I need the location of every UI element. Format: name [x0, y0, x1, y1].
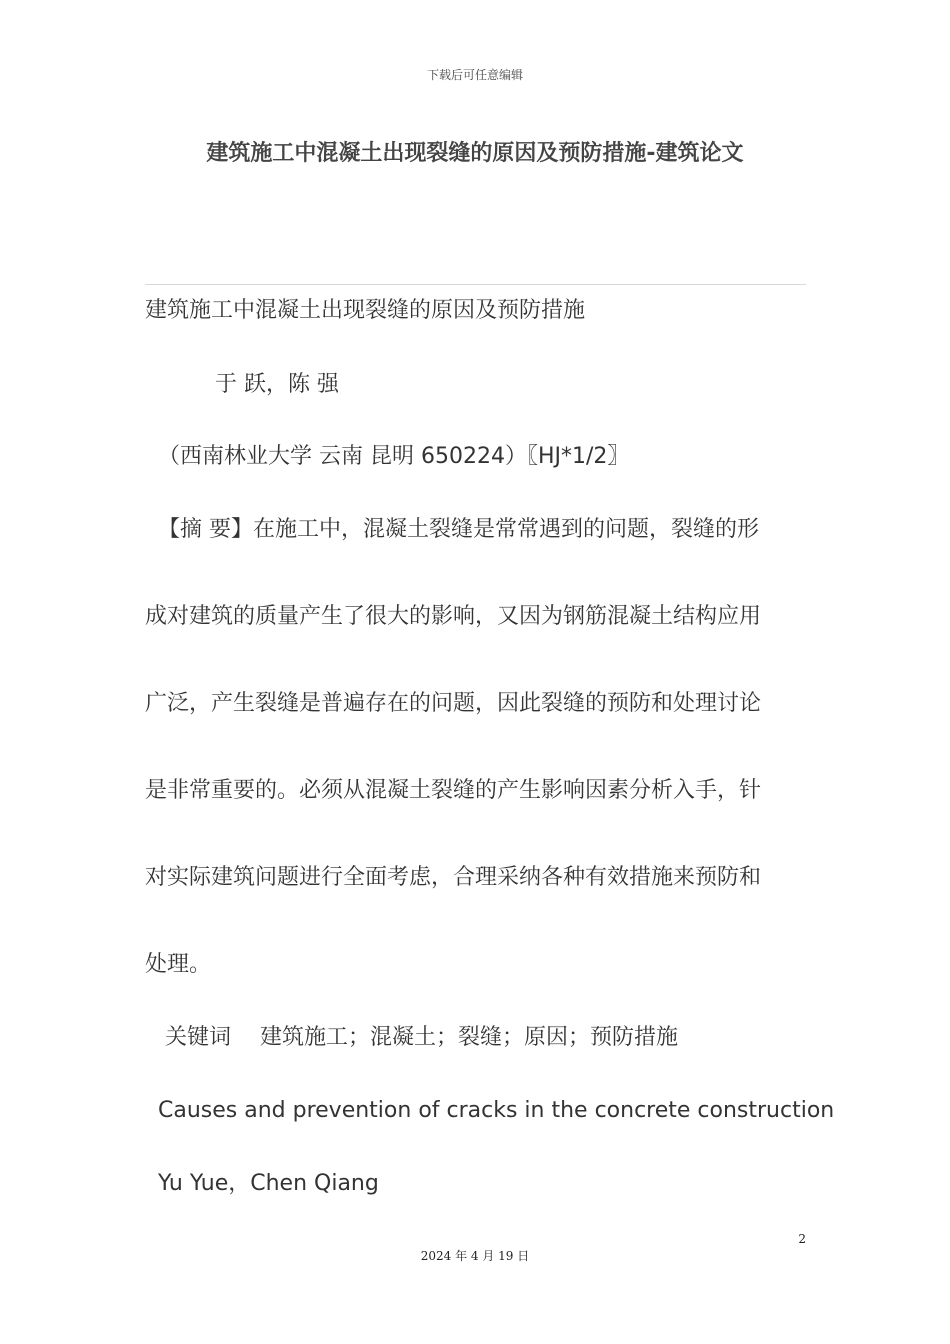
- english-authors: Yu Yue，Chen Qiang: [158, 1171, 379, 1196]
- article-authors: 于 跃，陈 强: [215, 372, 339, 397]
- document-title: 建筑施工中混凝土出现裂缝的原因及预防措施-建筑论文: [206, 141, 744, 166]
- article-affiliation: （西南林业大学 云南 昆明 650224）〖HJ*1/2〗: [158, 444, 630, 469]
- page-number: 2: [798, 1232, 806, 1246]
- abstract-line: 成对建筑的质量产生了很大的影响，又因为钢筋混凝土结构应用: [145, 604, 762, 629]
- keywords-list: 建筑施工；混凝土；裂缝；原因；预防措施: [260, 1025, 679, 1050]
- article-title: 建筑施工中混凝土出现裂缝的原因及预防措施: [145, 298, 586, 323]
- keywords-label: 关键词: [165, 1025, 232, 1050]
- abstract-line: 对实际建筑问题进行全面考虑，合理采纳各种有效措施来预防和: [145, 865, 762, 890]
- abstract-line: 【摘 要】在施工中，混凝土裂缝是常常遇到的问题，裂缝的形: [158, 517, 759, 542]
- abstract-line: 广泛，产生裂缝是普遍存在的问题，因此裂缝的预防和处理讨论: [145, 691, 762, 716]
- abstract-line: 处理。: [145, 952, 212, 977]
- header-note: 下载后可任意编辑: [426, 68, 523, 82]
- title-divider: [145, 284, 806, 285]
- english-title: Causes and prevention of cracks in the concrete construction: [158, 1098, 835, 1123]
- footer-date: 2024 年 4 月 19 日: [420, 1249, 530, 1263]
- abstract-line: 是非常重要的。必须从混凝土裂缝的产生影响因素分析入手，针: [145, 778, 762, 803]
